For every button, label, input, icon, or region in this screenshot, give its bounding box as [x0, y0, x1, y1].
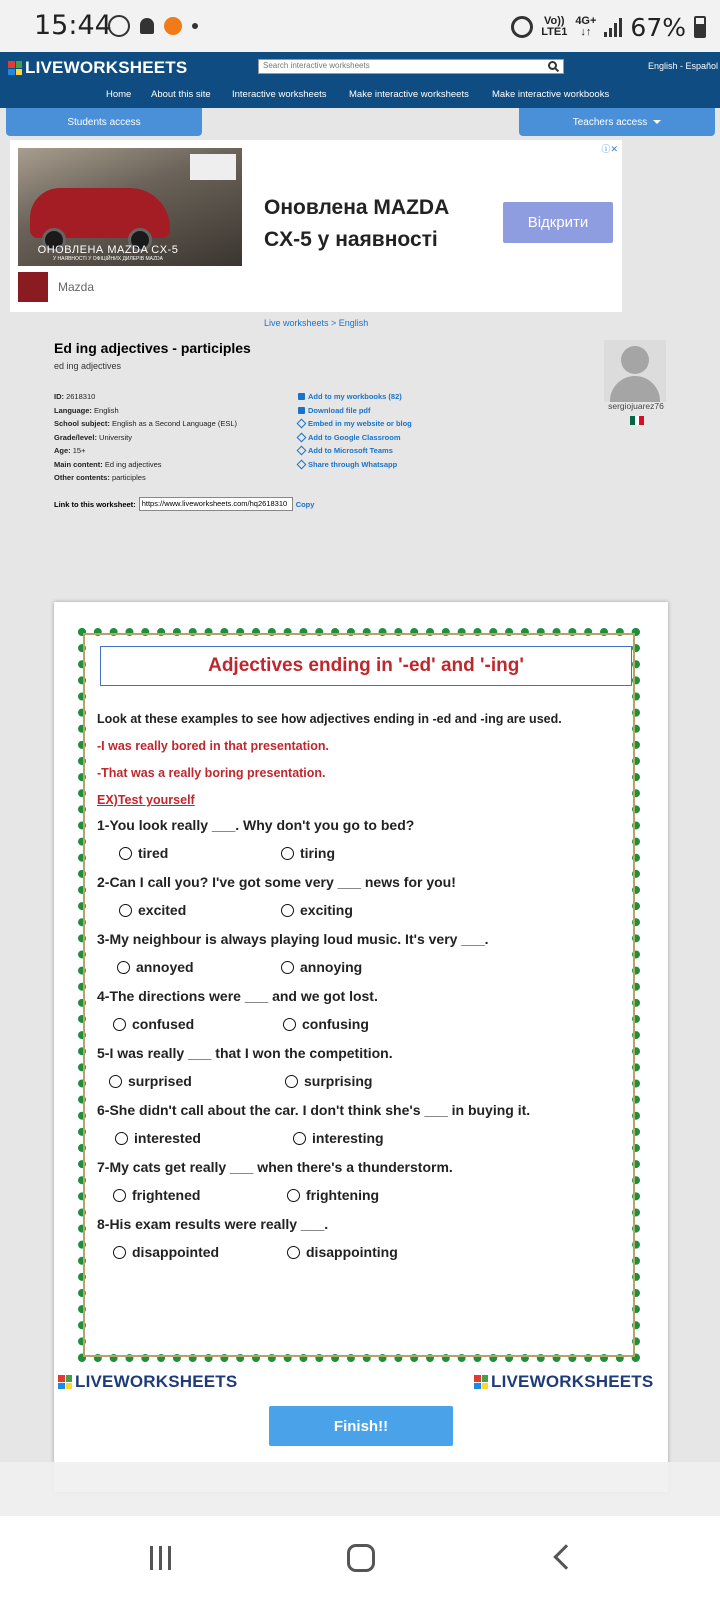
students-access-button[interactable]: Students access — [6, 108, 202, 136]
whatsapp-icon — [297, 459, 307, 469]
option-a[interactable]: excited — [119, 902, 186, 918]
recents-icon[interactable] — [150, 1546, 171, 1570]
option-b[interactable]: surprising — [285, 1073, 372, 1089]
search-input[interactable]: Search interactive worksheets — [258, 59, 564, 74]
link-label: Link to this worksheet: — [54, 499, 136, 509]
google-classroom-link[interactable]: Add to Google Classroom — [298, 431, 412, 445]
page-overlay — [0, 1462, 720, 1516]
option-a[interactable]: tired — [119, 845, 168, 861]
worksheet-page — [54, 602, 668, 1492]
option-a[interactable]: disappointed — [113, 1244, 219, 1260]
add-to-workbooks-link[interactable]: Add to my workbooks (82) — [298, 390, 412, 404]
embed-icon — [297, 419, 307, 429]
breadcrumb[interactable]: Live worksheets > English — [264, 318, 369, 328]
system-nav-bar — [0, 1516, 720, 1600]
author-name[interactable]: sergiojuarez76 — [608, 401, 664, 411]
radio-button[interactable] — [109, 1075, 122, 1088]
mexico-flag-icon — [630, 416, 644, 425]
footer-logo-left: LIVEWORKSHEETS — [58, 1372, 237, 1392]
option-b[interactable]: exciting — [281, 902, 353, 918]
question: 3-My neighbour is always playing loud music. It's very ___. — [97, 931, 489, 947]
signal-icon — [604, 17, 622, 37]
avatar-body — [610, 376, 660, 402]
status-bar — [0, 0, 720, 52]
option-a[interactable]: frightened — [113, 1187, 200, 1203]
classroom-icon — [297, 432, 307, 442]
option-a[interactable]: interested — [115, 1130, 201, 1146]
question: 6-She didn't call about the car. I don't think she's ___ in buying it. — [97, 1102, 531, 1118]
question: 4-The directions were ___ and we got lost. — [97, 988, 378, 1004]
radio-button[interactable] — [113, 1189, 126, 1202]
battery-icon — [694, 16, 706, 38]
finish-button[interactable]: Finish!! — [269, 1406, 453, 1446]
option-a[interactable]: confused — [113, 1016, 194, 1032]
notification-icons — [108, 12, 198, 40]
alarm-icon — [511, 16, 533, 38]
worksheet-link-row — [54, 497, 314, 511]
advertisement[interactable] — [10, 140, 622, 312]
network-type-indicator: 4G+ ↓↑ — [575, 15, 597, 38]
intro-text: Look at these examples to see how adjectives ending in -ed and -ing are used. — [97, 712, 562, 726]
question: 1-You look really ___. Why don't you go to bed? — [97, 817, 415, 833]
radio-button[interactable] — [281, 961, 294, 974]
answer-options — [97, 1016, 617, 1036]
radio-button[interactable] — [281, 904, 294, 917]
access-bar — [0, 108, 720, 138]
ad-thumbnail[interactable] — [18, 272, 48, 302]
back-icon[interactable] — [553, 1544, 578, 1569]
mazda-logo — [190, 154, 236, 180]
ad-image[interactable] — [18, 148, 242, 266]
question: 8-His exam results were really ___. — [97, 1216, 329, 1232]
author-avatar[interactable] — [604, 340, 666, 402]
nav-home[interactable]: Home — [106, 89, 132, 100]
whatsapp-share-link[interactable]: Share through Whatsapp — [298, 458, 412, 472]
radio-button[interactable] — [119, 904, 132, 917]
radio-button[interactable] — [113, 1246, 126, 1259]
page-subtitle: ed ing adjectives — [54, 361, 122, 371]
worksheet-meta: ID: 2618310 Language: English School subject: English as a Second Language (ESL) Grade/level: University Age: 15+ Main content: Ed ing adjectives Other contents: participles — [54, 392, 238, 482]
language-switch[interactable]: English - Español — [647, 61, 718, 71]
questions-area — [97, 712, 617, 1273]
radio-button[interactable] — [117, 961, 130, 974]
worksheet-heading-box — [100, 646, 632, 686]
system-icons — [511, 12, 706, 42]
question: 7-My cats get really ___ when there's a thunderstorm. — [97, 1159, 453, 1175]
question: 2-Can I call you? I've got some very ___ news for you! — [97, 874, 456, 890]
answer-options — [97, 845, 617, 865]
clock: 15:44 — [34, 10, 112, 41]
bell-icon — [140, 18, 154, 34]
call-icon — [108, 15, 130, 37]
download-pdf-link[interactable]: Download file pdf — [298, 404, 412, 418]
radio-button[interactable] — [281, 847, 294, 860]
embed-link[interactable]: Embed in my website or blog — [298, 417, 412, 431]
option-b[interactable]: frightening — [287, 1187, 379, 1203]
nav-make-workbooks[interactable]: Make interactive workbooks — [492, 89, 610, 100]
ad-title[interactable]: Оновлена MAZDA CX-5 у наявності — [264, 196, 449, 251]
option-b[interactable]: disappointing — [287, 1244, 398, 1260]
answer-options — [97, 902, 617, 922]
download-icon — [298, 407, 305, 414]
option-a[interactable]: surprised — [109, 1073, 192, 1089]
site-header — [0, 52, 720, 108]
nav-about[interactable]: About this site — [151, 89, 211, 100]
radio-button[interactable] — [287, 1246, 300, 1259]
answer-options — [97, 1073, 617, 1093]
workbook-icon — [298, 393, 305, 400]
answer-options — [97, 959, 617, 979]
example-1: -I was really bored in that presentation. — [97, 739, 329, 753]
battery-percent: 67% — [630, 12, 686, 42]
radio-button[interactable] — [285, 1075, 298, 1088]
ad-image-caption: ОНОВЛЕНА MAZDA CX-5 У НАЯВНОСТІ У ОФІЦІЙНИХ ДИЛЕРІВ MAZDA — [37, 244, 179, 262]
logo-icon — [8, 61, 22, 75]
site-logo[interactable]: LIVEWORKSHEETS — [8, 58, 187, 78]
volte-indicator: Vo)) LTE1 — [541, 15, 568, 38]
option-b[interactable]: confusing — [283, 1016, 369, 1032]
question: 5-I was really ___ that I won the competition. — [97, 1045, 393, 1061]
worksheet-link-input[interactable]: https://www.liveworksheets.com/hq2618310 — [139, 497, 293, 511]
worksheet-actions — [298, 390, 412, 471]
option-b[interactable]: tiring — [281, 845, 335, 861]
ad-open-button[interactable]: Відкрити — [503, 202, 613, 243]
radio-button[interactable] — [119, 847, 132, 860]
option-b[interactable]: annoying — [281, 959, 362, 975]
answer-options — [97, 1130, 617, 1150]
nav-interactive-worksheets[interactable]: Interactive worksheets — [232, 89, 327, 100]
answer-options — [97, 1187, 617, 1207]
radio-button[interactable] — [115, 1132, 128, 1145]
option-b[interactable]: interesting — [293, 1130, 384, 1146]
radio-button[interactable] — [113, 1018, 126, 1031]
copy-link-button[interactable]: Copy — [295, 499, 315, 509]
radio-button[interactable] — [287, 1189, 300, 1202]
more-notifications-icon — [192, 23, 198, 29]
footer-logo-right: LIVEWORKSHEETS — [474, 1372, 653, 1392]
option-a[interactable]: annoyed — [117, 959, 194, 975]
home-icon[interactable] — [347, 1544, 375, 1572]
search-icon[interactable] — [548, 61, 557, 70]
radio-button[interactable] — [283, 1018, 296, 1031]
worksheet-heading: Adjectives ending in '-ed' and '-ing' — [208, 655, 524, 676]
exercise-label: EX)Test yourself — [97, 793, 195, 807]
teams-icon — [297, 446, 307, 456]
answer-options — [97, 1244, 617, 1264]
app-notification-icon — [164, 17, 182, 35]
radio-button[interactable] — [293, 1132, 306, 1145]
teachers-access-button[interactable]: Teachers access — [519, 108, 715, 136]
avatar-head — [621, 346, 649, 374]
caret-down-icon — [653, 120, 661, 124]
page-title: Ed ing adjectives - participles — [54, 340, 251, 356]
microsoft-teams-link[interactable]: Add to Microsoft Teams — [298, 444, 412, 458]
nav-make-worksheets[interactable]: Make interactive worksheets — [349, 89, 469, 100]
ad-brand[interactable]: Mazda — [58, 280, 95, 294]
logo-icon — [58, 1375, 72, 1389]
logo-icon — [474, 1375, 488, 1389]
ad-choices-icon[interactable]: ⓘ✕ — [601, 144, 618, 154]
example-2: -That was a really boring presentation. — [97, 766, 326, 780]
